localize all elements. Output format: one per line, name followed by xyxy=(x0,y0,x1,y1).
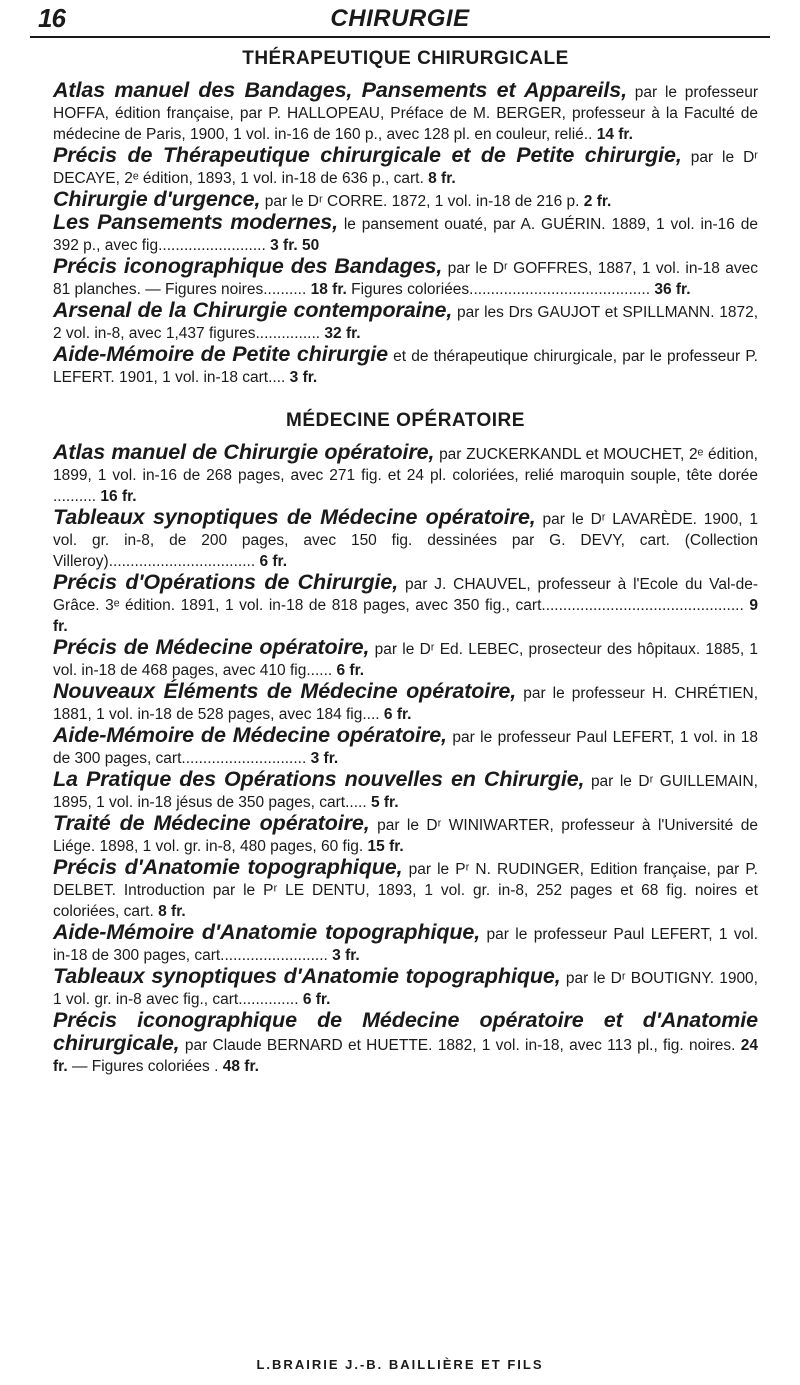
catalogue-entry xyxy=(53,966,758,1010)
entry-title: Précis de Médecine opératoire, xyxy=(53,635,370,659)
catalogue-entry xyxy=(53,857,758,922)
entry-title: Chirurgie d'urgence, xyxy=(53,187,261,211)
entry-price: 6 fr. xyxy=(336,662,365,679)
entry-description: par le Dʳ DECAYE, 2ᵉ édition, 1893, 1 vol. in-18 de 636 p., cart. xyxy=(53,149,758,187)
catalogue-entry xyxy=(53,212,758,256)
entry-title: Aide-Mémoire de Médecine opératoire, xyxy=(53,723,447,747)
entry-title: Précis iconographique de Médecine opératoire et d'Anatomie chirurgicale, xyxy=(53,1008,758,1055)
entry-title: Traité de Médecine opératoire, xyxy=(53,811,370,835)
entry-description: par le Dʳ LAVARÈDE. 1900, 1 vol. gr. in-8, de 200 pages, avec 150 fig. dessinées par G. DEVY, cart. (Collection Villeroy).................................. xyxy=(53,511,758,570)
catalogue-entry xyxy=(53,300,758,344)
entry-title: Précis iconographique des Bandages, xyxy=(53,254,443,278)
entry-price: 9 fr. xyxy=(53,597,758,635)
entry-price: 5 fr. xyxy=(370,794,399,811)
entry-description: par J. CHAUVEL, professeur à l'Ecole du Val-de-Grâce. 3ᵉ édition. 1891, 1 vol. in-18 de 818 pages, avec 350 fig., cart............................................... xyxy=(53,576,758,614)
entry-title: Arsenal de la Chirurgie contemporaine, xyxy=(53,298,453,322)
catalogue-content xyxy=(53,48,758,1077)
entry-description: par le professeur Paul LEFERT, 1 vol. in-18 de 300 pages, cart......................... xyxy=(53,926,758,964)
entry-price: 6 fr. xyxy=(259,553,288,570)
entry-price: 32 fr. xyxy=(324,325,361,342)
section-title: THÉRAPEUTIQUE CHIRURGICALE xyxy=(242,48,569,69)
page-title: CHIRURGIE xyxy=(330,5,470,32)
entry-description: par le professeur HOFFA, édition française, par P. HALLOPEAU, Préface de M. BERGER, professeur à la Faculté de médecine de Paris, 1900, 1 vol. in-16 de 160 p., avec 128 pl. en couleur, relié.. xyxy=(53,84,758,143)
catalogue-entry xyxy=(53,681,758,725)
entry-title: Précis de Thérapeutique chirurgicale et de Petite chirurgie, xyxy=(53,143,682,167)
entry-description-extra: — Figures coloriées . xyxy=(71,1058,219,1075)
entry-title: Aide-Mémoire d'Anatomie topographique, xyxy=(53,920,481,944)
entry-description: par le Dʳ BOUTIGNY. 1900, 1 vol. gr. in-8 avec fig., cart.............. xyxy=(53,970,758,1008)
page-number: 16 xyxy=(38,3,65,33)
entry-price: 14 fr. xyxy=(596,126,633,143)
entry-price: 2 fr. xyxy=(583,193,612,210)
entry-description: par Claude BERNARD et HUETTE. 1882, 1 vol. in-18, avec 113 pl., fig. noires. xyxy=(184,1037,736,1054)
entry-price: 24 fr. xyxy=(53,1037,759,1075)
entry-price: 3 fr. xyxy=(310,750,339,767)
catalogue-entry xyxy=(53,637,758,681)
entry-description: par les Drs GAUJOT et SPILLMANN. 1872, 2 vol. in-8, avec 1,437 figures............... xyxy=(53,304,759,342)
entry-price: 16 fr. xyxy=(100,488,137,505)
entry-description: le pansement ouaté, par A. GUÉRIN. 1889, 1 vol. in-16 de 392 p., avec fig......................... xyxy=(53,216,758,254)
catalogue-entry xyxy=(53,189,758,212)
entry-title: Nouveaux Éléments de Médecine opératoire, xyxy=(53,679,517,703)
entry-description: par le professeur Paul LEFERT, 1 vol. in 18 de 300 pages, cart............................. xyxy=(53,729,759,767)
catalogue-entry xyxy=(53,442,758,507)
entry-title: Précis d'Opérations de Chirurgie, xyxy=(53,570,399,594)
entry-description: par le Dʳ GOFFRES, 1887, 1 vol. in-18 avec 81 planches. — Figures noires.......... xyxy=(53,260,759,298)
catalogue-entry xyxy=(53,572,758,637)
entry-title: Aide-Mémoire de Petite chirurgie xyxy=(53,342,389,366)
entry-description: par le Dʳ GUILLEMAIN, 1895, 1 vol. in-18 jésus de 350 pages, cart..... xyxy=(53,773,758,811)
entry-price: 8 fr. xyxy=(428,170,456,187)
entry-description: par le Dʳ WINIWARTER, professeur à l'Université de Liége. 1898, 1 vol. gr. in-8, 480 pages, 60 fig. xyxy=(53,817,758,855)
entry-description: par le professeur H. CHRÉTIEN, 1881, 1 vol. in-18 de 528 pages, avec 184 fig.... xyxy=(53,685,758,723)
catalogue-entry xyxy=(53,80,758,145)
sections-container xyxy=(53,48,758,1077)
entry-price-extra: 36 fr. xyxy=(654,281,691,298)
entry-description-extra: Figures coloriées.......................................... xyxy=(351,281,651,298)
catalogue-entry xyxy=(53,1010,758,1077)
publisher-footer: L.BRAIRIE J.-B. BAILLIÈRE ET FILS xyxy=(256,1357,544,1372)
entry-price-extra: 48 fr. xyxy=(222,1058,259,1075)
entry-price: 6 fr. xyxy=(302,991,331,1008)
entry-price: 3 fr. xyxy=(289,369,318,386)
catalogue-entry xyxy=(53,922,758,966)
entry-price: 15 fr. xyxy=(367,838,404,855)
entry-description: par le Dʳ CORRE. 1872, 1 vol. in-18 de 216 p. xyxy=(264,193,580,210)
running-head xyxy=(30,0,770,38)
entry-price: 3 fr. xyxy=(332,947,360,964)
entry-description: par ZUCKERKANDL et MOUCHET, 2ᵉ édition, 1899, 1 vol. in-16 de 268 pages, avec 271 fig. et 24 pl. coloriées, relié maroquin souple, tête dorée .......... xyxy=(53,446,758,505)
catalogue-entry xyxy=(53,344,758,388)
entry-description: et de thérapeutique chirurgicale, par le professeur P. LEFERT. 1901, 1 vol. in-18 cart.... xyxy=(53,348,758,386)
entry-price: 18 fr. xyxy=(310,281,347,298)
catalogue-entry xyxy=(53,769,758,813)
entry-description: par le Dʳ Ed. LEBEC, prosecteur des hôpitaux. 1885, 1 vol. in-18 de 468 pages, avec 410 fig...... xyxy=(53,641,759,679)
catalogue-entry xyxy=(53,145,758,189)
entry-price: 6 fr. xyxy=(383,706,412,723)
entry-price: 3 fr. 50 xyxy=(270,237,320,254)
catalogue-entry xyxy=(53,507,758,572)
entry-title: Atlas manuel des Bandages, Pansements et Appareils, xyxy=(53,78,628,102)
entry-title: Atlas manuel de Chirurgie opératoire, xyxy=(53,440,435,464)
entry-title: Précis d'Anatomie topographique, xyxy=(53,855,403,879)
entry-description: par le Pʳ N. RUDINGER, Edition française, par P. DELBET. Introduction par le Pʳ LE DENTU, 1893, 1 vol. gr. in-8, 252 pages et 68 fig. noires et coloriées, cart. xyxy=(53,861,758,920)
section-title: MÉDECINE OPÉRATOIRE xyxy=(286,410,525,431)
entry-title: La Pratique des Opérations nouvelles en Chirurgie, xyxy=(53,767,585,791)
catalogue-entry xyxy=(53,256,758,300)
entry-price: 8 fr. xyxy=(158,903,186,920)
entry-title: Tableaux synoptiques de Médecine opératoire, xyxy=(53,505,536,529)
entry-title: Tableaux synoptiques d'Anatomie topographique, xyxy=(53,964,561,988)
entry-title: Les Pansements modernes, xyxy=(53,210,339,234)
catalogue-entry xyxy=(53,813,758,857)
catalogue-entry xyxy=(53,725,758,769)
